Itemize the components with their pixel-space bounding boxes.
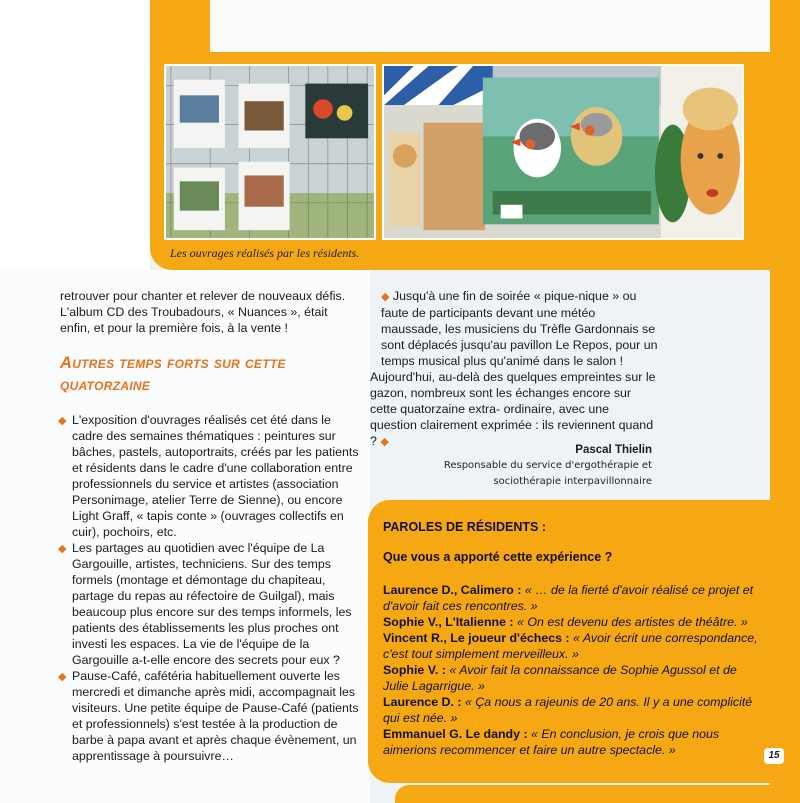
- diamond-end-icon: ◆: [380, 436, 389, 448]
- quote-item: [383, 726, 758, 758]
- highlights-list: [58, 412, 360, 764]
- right-paragraph-text: Aujourd'hui, au-delà des quelques empreintes sur le gazon, nombreux sont les échanges encore sur cette quatorzaine extra- ordinaire, avec une question clairement exprimée : ils reviennent quand ?: [370, 370, 656, 448]
- list-item: [58, 668, 360, 764]
- testimonials-title: PAROLES DE RÉSIDENTS :: [383, 520, 546, 534]
- quote-author: Sophie V. :: [383, 663, 446, 677]
- diamond-bullet-icon: ◆: [58, 415, 67, 427]
- quote-item: [383, 630, 758, 662]
- photo-artworks-grid: [164, 64, 376, 240]
- page-number: 15: [764, 748, 784, 764]
- list-item: [58, 412, 360, 540]
- right-column: [370, 288, 658, 450]
- list-item-text: Pause-Café, cafétéria habituellement ouverte les mercredi et dimanche après midi, accompagnait les visiteurs. Une petite équipe de Pause-Café (patients et professionnels) s'est testée à la production de barbe à papa avant et après chaque évènement, un apprentissage à poursuivre…: [72, 669, 359, 763]
- orange-bottom-edge: [395, 785, 800, 803]
- section-title: [60, 352, 350, 396]
- author-role-line1: Responsable du service d'ergothérapie et: [443, 460, 652, 471]
- diamond-bullet-icon: ◆: [58, 671, 67, 683]
- quotes-list: [383, 582, 758, 758]
- testimonials-question: Que vous a apporté cette expérience ?: [383, 550, 613, 564]
- quote-text: « … de la fierté d'avoir réalisé ce projet et d'avoir fait ces rencontres. »: [383, 583, 754, 613]
- quote-author: Vincent R., Le joueur d'échecs :: [383, 631, 570, 645]
- list-item-text: Les partages au quotidien avec l'équipe de La Gargouille, artistes, techniciens. Sur des temps formels (montage et démontage du chapiteau, partage du repas au réfectoire de Guilgal), mais beaucoup plus encore sur des temps informels, les patients des établissements les plus proches ont investi les espaces. La vie de l'équipe de la Gargouille a-t-elle encore des secrets pour eux ?: [72, 541, 352, 667]
- author-role: [420, 458, 652, 490]
- quote-text: « Avoir écrit une correspondance, c'est tout simplement merveilleux. »: [383, 631, 758, 661]
- quote-item: [383, 582, 758, 614]
- quote-author: Laurence D. :: [383, 695, 462, 709]
- quote-author: Laurence D., Calimero :: [383, 583, 522, 597]
- diamond-bullet-icon: ◆: [381, 291, 390, 303]
- section-title-line1: Autres temps forts sur cette: [60, 354, 286, 372]
- list-item-text: L'exposition d'ouvrages réalisés cet été dans le cadre des semaines thématiques : peintures sur bâches, pastels, autoportraits, créés par les patients et résidents dans le cadre d'une collaboration entre professionnels du service et artistes (association Personimage, atelier Terre de Sienne), ou encore Light Graff, « tapis conte » (ouvrages collectifs en cuir), pochoirs, etc.: [72, 413, 359, 539]
- author-role-line2: sociothérapie interpavillonnaire: [493, 476, 652, 487]
- quote-author: Sophie V., L'Italienne :: [383, 615, 514, 629]
- right-bullet: [370, 288, 658, 369]
- right-bullet-text: Jusqu'à une fin de soirée « pique-nique » ou faute de participants devant une météo maussade, les musiciens du Trèfle Gardonnais se sont déplacés jusqu'au pavillon Le Repos, pour un temps musical plus qu'animé dans le salon !: [381, 289, 658, 368]
- quote-text: « Avoir fait la connaissance de Sophie Agussol et de Julie Lagarrigue. »: [383, 663, 737, 693]
- quote-author: Emmanuel G. Le dandy :: [383, 727, 528, 741]
- section-title-line2: quatorzaine: [60, 376, 151, 394]
- author-name: Pascal Thielin: [575, 444, 652, 456]
- photo-caption: Les ouvrages réalisés par les résidents.: [170, 246, 360, 260]
- photo-birds-artwork: [382, 64, 744, 240]
- quote-item: [383, 694, 758, 726]
- right-paragraph: [370, 369, 658, 450]
- list-item: [58, 540, 360, 668]
- diamond-bullet-icon: ◆: [58, 543, 67, 555]
- testimonials-box: [368, 500, 770, 783]
- quote-text: « En conclusion, je crois que nous aimerions recommencer et faire un autre spectacle. »: [383, 727, 720, 757]
- quote-item: [383, 614, 758, 630]
- intro-paragraph: retrouver pour chanter et relever de nouveaux défis. L'album CD des Troubadours, « Nuances », était enfin, et pour la première fois, à la vente !: [60, 289, 346, 335]
- top-strip: [210, 0, 770, 52]
- orange-right-edge: [770, 0, 800, 803]
- page-margin-top-left: [0, 0, 150, 270]
- quote-item: [383, 662, 758, 694]
- quote-text: « Ça nous a rajeunis de 20 ans. Il y a une complicité qui est née. »: [383, 695, 753, 725]
- quote-text: « On est devenu des artistes de théâtre. »: [517, 615, 748, 629]
